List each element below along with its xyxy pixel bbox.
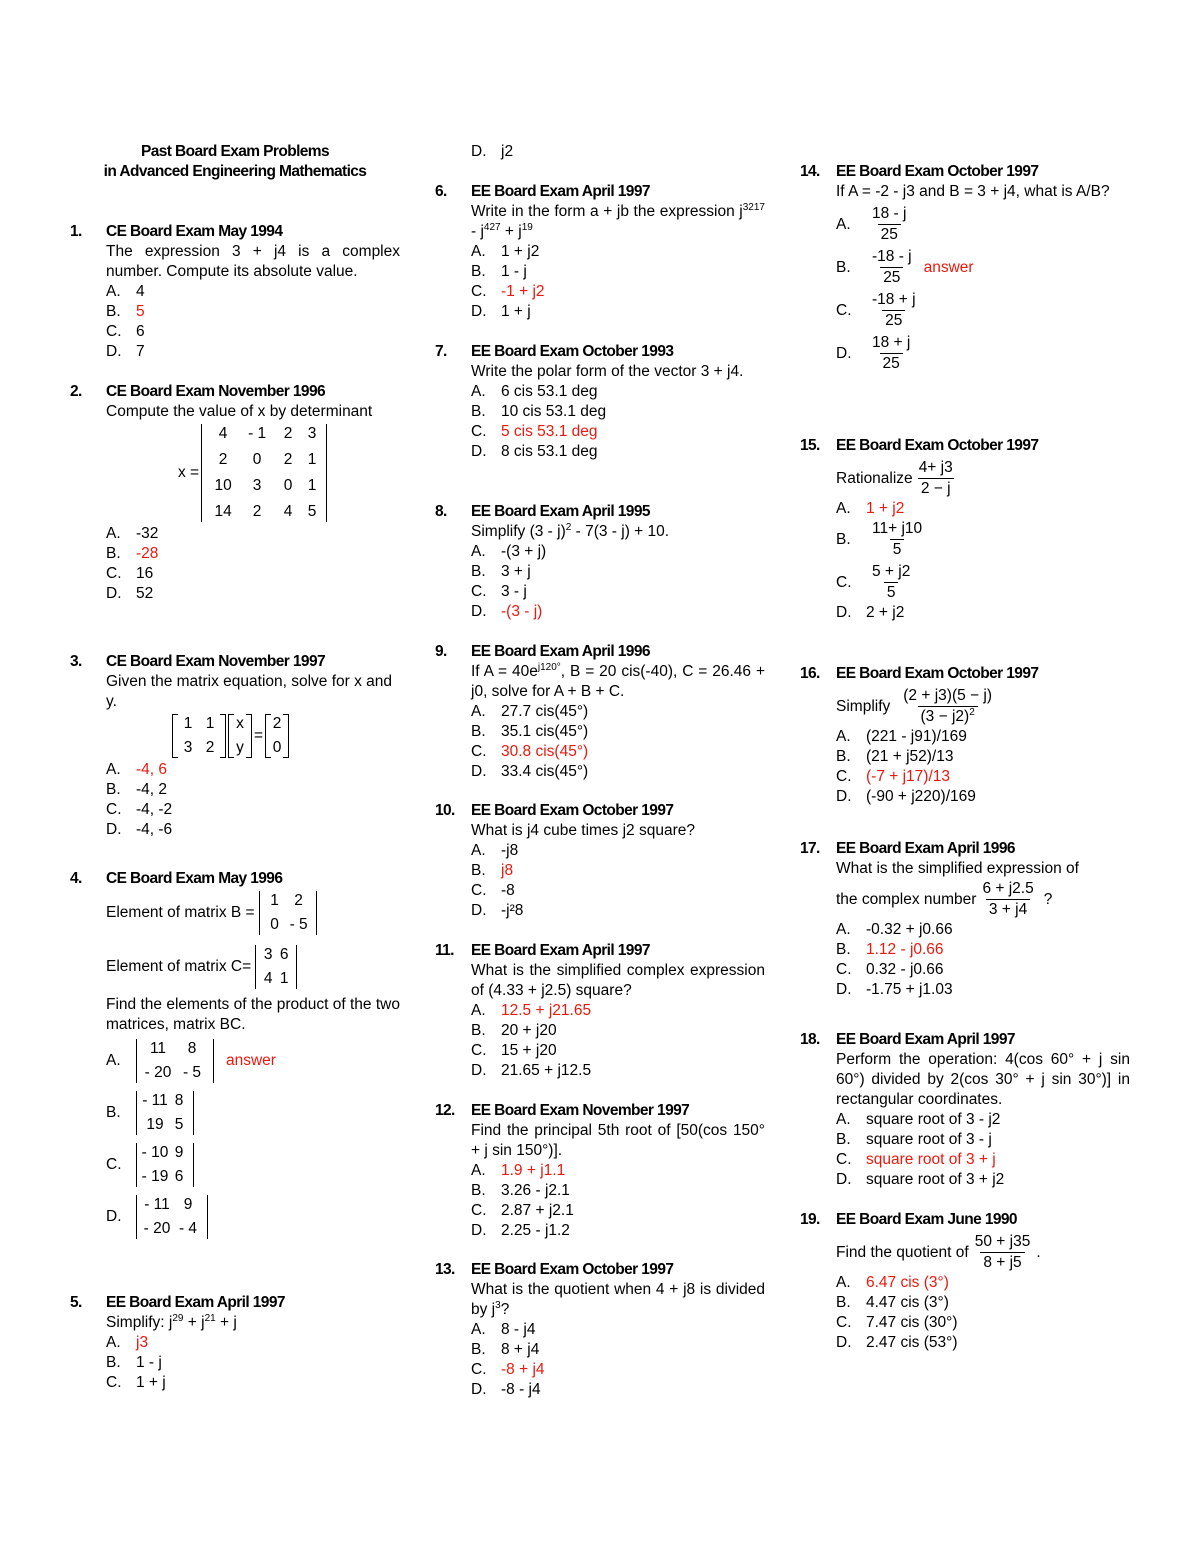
option-d: D. 1 + j xyxy=(471,303,531,320)
question-heading: EE Board Exam April 1997 xyxy=(106,1294,285,1311)
question-11 xyxy=(435,941,765,1081)
question-text: Rationalize $\frac{4+ j3}{2 - j}$ xyxy=(836,459,953,497)
option-b-answer: B. 5 xyxy=(106,303,145,320)
option-b: B. $\frac{11+ j10}{5}$ xyxy=(836,520,923,558)
question-number: 14. xyxy=(800,163,820,180)
question-number: 6. xyxy=(435,183,447,200)
question-heading: CE Board Exam May 1994 xyxy=(106,223,283,240)
question-heading: EE Board Exam October 1997 xyxy=(836,163,1039,180)
question-heading: EE Board Exam April 1995 xyxy=(471,503,650,520)
option-a-answer: A. 1.9 + j1.1 xyxy=(471,1162,566,1179)
option-c: C. 7.47 cis (30°) xyxy=(836,1314,958,1331)
option-c-answer: C. -1 + j2 xyxy=(471,283,545,300)
title-line-1: Past Board Exam Problems xyxy=(140,143,330,160)
option-b: B. 8 + j4 xyxy=(471,1341,540,1358)
option-b: B. (21 + j52)/13 xyxy=(836,748,954,765)
option-a: A. (221 - j91)/169 xyxy=(836,728,967,745)
option-d: D. $\frac{18 + j}{25}$ xyxy=(836,334,911,372)
option-a: A. square root of 3 - j2 xyxy=(836,1111,1001,1128)
question-heading: EE Board Exam June 1990 xyxy=(836,1211,1017,1228)
option-a-answer: A. 1 + j2 xyxy=(836,500,905,517)
option-a: A. $\frac{18 - j}{25}$ xyxy=(836,205,907,243)
matrix-c-label: Element of matrix C= xyxy=(106,958,252,975)
matrix-b-label: Element of matrix B = xyxy=(106,904,255,921)
option-d: D. 2.25 - j1.2 xyxy=(471,1222,570,1239)
option-b: B. 1 - j xyxy=(471,263,527,280)
question-text: If A = -2 - j3 and B = 3 + j4, what is A/B? xyxy=(836,183,1110,200)
option-a-matrix: 11 8 - 20 - 5 xyxy=(136,1039,214,1083)
question-text: What is the quotient when 4 + j8 is divided by $j^3$? xyxy=(471,1281,765,1318)
option-b: B. 4.47 cis (3°) xyxy=(836,1294,949,1311)
question-heading: EE Board Exam October 1993 xyxy=(471,343,674,360)
question-heading: EE Board Exam October 1997 xyxy=(836,665,1039,682)
matrix-b: 1 2 0 - 5 xyxy=(259,891,317,935)
question-text: Write in the form a + jb the expression $j^{3217} - j^{427} + j^{19}$ xyxy=(471,201,765,240)
question-9 xyxy=(435,642,765,782)
document-title xyxy=(70,142,400,182)
option-d: D. 2.47 cis (53°) xyxy=(836,1334,958,1351)
question-heading: EE Board Exam November 1997 xyxy=(471,1102,690,1119)
question-text: If $A = 40e^{j120^\circ}$, B = 20 cis(-40), C = 26.46 + j0, solve for A + B + C. xyxy=(471,661,766,700)
question-number: 17. xyxy=(800,840,820,857)
option-d: D. - 11 9 - 20 - 4 xyxy=(106,1195,400,1239)
question-12 xyxy=(435,1101,765,1241)
coefficient-matrix: 1 1 3 2 xyxy=(172,714,226,758)
option-a: A. 8 - j4 xyxy=(471,1321,536,1338)
option-a-answer: A. 11 8 - 20 - 5 answer xyxy=(106,1040,276,1081)
option-d: D. -1.75 + j1.03 xyxy=(836,981,953,998)
option-c-answer: C. -8 + j4 xyxy=(471,1361,545,1378)
question-14 xyxy=(800,162,1130,374)
determinant-equation xyxy=(178,424,400,522)
question-10 xyxy=(435,801,765,921)
question-number: 11. xyxy=(435,942,454,959)
option-b: B. 10 cis 53.1 deg xyxy=(471,403,607,420)
option-c: C. - 10 9 - 19 6 xyxy=(106,1143,400,1187)
question-number: 8. xyxy=(435,503,447,520)
option-b: B. square root of 3 - j xyxy=(836,1131,992,1148)
question-heading: EE Board Exam October 1997 xyxy=(471,802,674,819)
option-d: D. 7 xyxy=(106,343,145,360)
question-expression: the complex number $\frac{6 + j2.5}{3 + j4}$ ? xyxy=(836,880,1053,918)
option-a-answer: A. 12.5 + j21.65 xyxy=(471,1002,592,1019)
question-number: 4. xyxy=(70,870,82,887)
question-number: 7. xyxy=(435,343,447,360)
question-4 xyxy=(70,869,400,1239)
option-b: B. 1 - j xyxy=(106,1354,162,1371)
question-number: 5. xyxy=(70,1294,82,1311)
question-text: Find the principal 5th root of [50(cos 150° + j sin 150°)]. xyxy=(471,1122,765,1159)
question-text: Write the polar form of the vector 3 + j4. xyxy=(471,363,744,380)
option-d: D. j2 xyxy=(471,143,514,160)
option-d-matrix: - 11 9 - 20 - 4 xyxy=(136,1195,208,1239)
option-c: C. 0.32 - j0.66 xyxy=(836,961,944,978)
option-a: A. 4 xyxy=(106,283,145,300)
answer-note: answer xyxy=(923,258,974,276)
question-text: Simplify: $j^{29} + j^{21} + j$ xyxy=(106,1312,237,1331)
option-b-answer: B. j8 xyxy=(471,862,514,879)
option-c-answer: C. 30.8 cis(45°) xyxy=(471,743,589,760)
question-heading: EE Board Exam April 1996 xyxy=(471,643,650,660)
question-number: 19. xyxy=(800,1211,820,1228)
option-c-answer: C. square root of 3 + j xyxy=(836,1151,996,1168)
option-b: B. -4, 2 xyxy=(106,781,168,798)
option-b: B. 3.26 - j2.1 xyxy=(471,1182,570,1199)
option-d: D. 8 cis 53.1 deg xyxy=(471,443,598,460)
question-heading: CE Board Exam November 1996 xyxy=(106,383,325,400)
question-heading: EE Board Exam April 1997 xyxy=(836,1031,1015,1048)
option-a: A. 1 + j2 xyxy=(471,243,540,260)
option-a: A. -32 xyxy=(106,525,159,542)
option-c: C. 2.87 + j2.1 xyxy=(471,1202,574,1219)
equals-sign: = xyxy=(254,727,264,744)
question-heading: CE Board Exam November 1997 xyxy=(106,653,325,670)
option-b: B. 35.1 cis(45°) xyxy=(471,723,589,740)
question-16 xyxy=(800,664,1130,807)
question-3 xyxy=(70,652,400,840)
variable-vector: x y xyxy=(228,714,252,758)
determinant-matrix: 4 - 1 2 3 2 0 2 1 10 3 0 1 14 2 4 5 xyxy=(201,424,327,522)
question-text: Simplify (3 - j)$^2$ - 7(3 - j) + 10. xyxy=(471,521,670,540)
answer-note: answer xyxy=(226,1052,276,1069)
question-heading: EE Board Exam April 1997 xyxy=(471,183,650,200)
question-6 xyxy=(435,182,765,322)
option-c-answer: C. 5 cis 53.1 deg xyxy=(471,423,598,440)
question-number: 9. xyxy=(435,643,447,660)
option-d: D. 21.65 + j12.5 xyxy=(471,1062,592,1079)
question-heading: EE Board Exam April 1996 xyxy=(836,840,1015,857)
option-a: A. 6 cis 53.1 deg xyxy=(471,383,598,400)
option-c: C. 3 - j xyxy=(471,583,527,600)
question-1 xyxy=(70,222,400,362)
question-text: The expression 3 + j4 is a complex number. Compute its absolute value. xyxy=(106,243,400,280)
title-line-2: in Advanced Engineering Mathematics xyxy=(103,163,367,180)
question-text: Given the matrix equation, solve for x and y. xyxy=(106,673,393,710)
question-7 xyxy=(435,342,765,462)
question-number: 15. xyxy=(800,437,820,454)
option-c: C. 6 xyxy=(106,323,145,340)
question-heading: EE Board Exam October 1997 xyxy=(836,437,1039,454)
question-number: 1. xyxy=(70,223,82,240)
question-8 xyxy=(435,502,765,622)
option-d: D. -j²8 xyxy=(471,902,524,919)
question-number: 13. xyxy=(435,1261,455,1278)
question-number: 3. xyxy=(70,653,82,670)
matrix-b-row xyxy=(106,891,400,935)
question-18 xyxy=(800,1030,1130,1190)
option-b: B. - 11 8 19 5 xyxy=(106,1091,400,1135)
option-d: D. 52 xyxy=(106,585,154,602)
option-a: A. 27.7 cis(45°) xyxy=(471,703,589,720)
question-5 xyxy=(70,1293,400,1393)
option-b-answer: B. -28 xyxy=(106,545,159,562)
option-b: B. 3 + j xyxy=(471,563,531,580)
option-d: D. square root of 3 + j2 xyxy=(836,1171,1005,1188)
question-17 xyxy=(800,839,1130,1000)
constant-vector: 2 0 xyxy=(265,714,289,758)
question-text: What is j4 cube times j2 square? xyxy=(471,822,695,839)
question-heading: CE Board Exam May 1996 xyxy=(106,870,283,887)
option-a-answer: A. 6.47 cis (3°) xyxy=(836,1274,949,1291)
question-heading: EE Board Exam April 1997 xyxy=(471,942,650,959)
question-number: 16. xyxy=(800,665,820,682)
matrix-c: 3 6 4 1 xyxy=(255,945,297,989)
option-c: C. 16 xyxy=(106,565,154,582)
option-d: D. 2 + j2 xyxy=(836,604,905,621)
option-b-matrix: - 11 8 19 5 xyxy=(136,1091,194,1135)
option-c: C. 15 + j20 xyxy=(471,1042,557,1059)
question-text: Find the elements of the product of the two matrices, matrix BC. xyxy=(106,996,400,1033)
option-c: C. $\frac{-18 + j}{25}$ xyxy=(836,291,916,329)
question-number: 18. xyxy=(800,1031,820,1048)
option-d: D. -4, -6 xyxy=(106,821,173,838)
question-2 xyxy=(70,382,400,604)
question-text: What is the simplified complex expression of (4.33 + j2.5) square? xyxy=(471,962,765,999)
option-c: C. $\frac{5 + j2}{5}$ xyxy=(836,563,911,601)
option-a: A. -j8 xyxy=(471,842,519,859)
option-d-answer: D. -(3 - j) xyxy=(471,603,543,620)
question-19 xyxy=(800,1210,1130,1353)
question-13 xyxy=(435,1260,765,1400)
option-b: B. 20 + j20 xyxy=(471,1022,557,1039)
question-text: Compute the value of x by determinant xyxy=(106,403,373,420)
option-d: D. (-90 + j220)/169 xyxy=(836,788,976,805)
question-number: 2. xyxy=(70,383,82,400)
option-b-answer: B. 1.12 - j0.66 xyxy=(836,941,944,958)
question-number: 10. xyxy=(435,802,455,819)
option-a-answer: A. j3 xyxy=(106,1334,149,1351)
option-d: D. 33.4 cis(45°) xyxy=(471,763,589,780)
question-text: Simplify $\frac{(2 + j3)(5 - j)}{(3 - j2)^2}$ xyxy=(836,687,992,725)
option-c: C. -4, -2 xyxy=(106,801,173,818)
option-c-matrix: - 10 9 - 19 6 xyxy=(136,1143,194,1187)
question-number: 12. xyxy=(435,1102,455,1119)
option-a-answer: A. -4, 6 xyxy=(106,761,168,778)
question-text: Find the quotient of $\frac{50 + j35}{8 + j5}$ . xyxy=(836,1233,1041,1271)
option-b-answer: B. $\frac{-18 - j}{25}$ answer xyxy=(836,248,974,286)
option-c: C. -8 xyxy=(471,882,515,899)
option-d: D. -8 - j4 xyxy=(471,1381,541,1398)
option-c: C. 1 + j xyxy=(106,1374,166,1391)
option-a: A. -0.32 + j0.66 xyxy=(836,921,953,938)
lhs-label: x = xyxy=(178,464,200,481)
matrix-equation xyxy=(172,714,400,758)
question-text: What is the simplified expression of xyxy=(836,860,1079,877)
question-5-continued xyxy=(435,142,765,162)
option-a: A. -(3 + j) xyxy=(471,543,547,560)
question-15 xyxy=(800,436,1130,623)
matrix-c-row xyxy=(106,945,400,989)
question-text: Perform the operation: 4(cos 60° + j sin 60°) divided by 2(cos 30° + j sin 30°)] in rectangular coordinates. xyxy=(836,1051,1130,1108)
option-c-answer: C. (-7 + j17)/13 xyxy=(836,768,951,785)
question-heading: EE Board Exam October 1997 xyxy=(471,1261,674,1278)
